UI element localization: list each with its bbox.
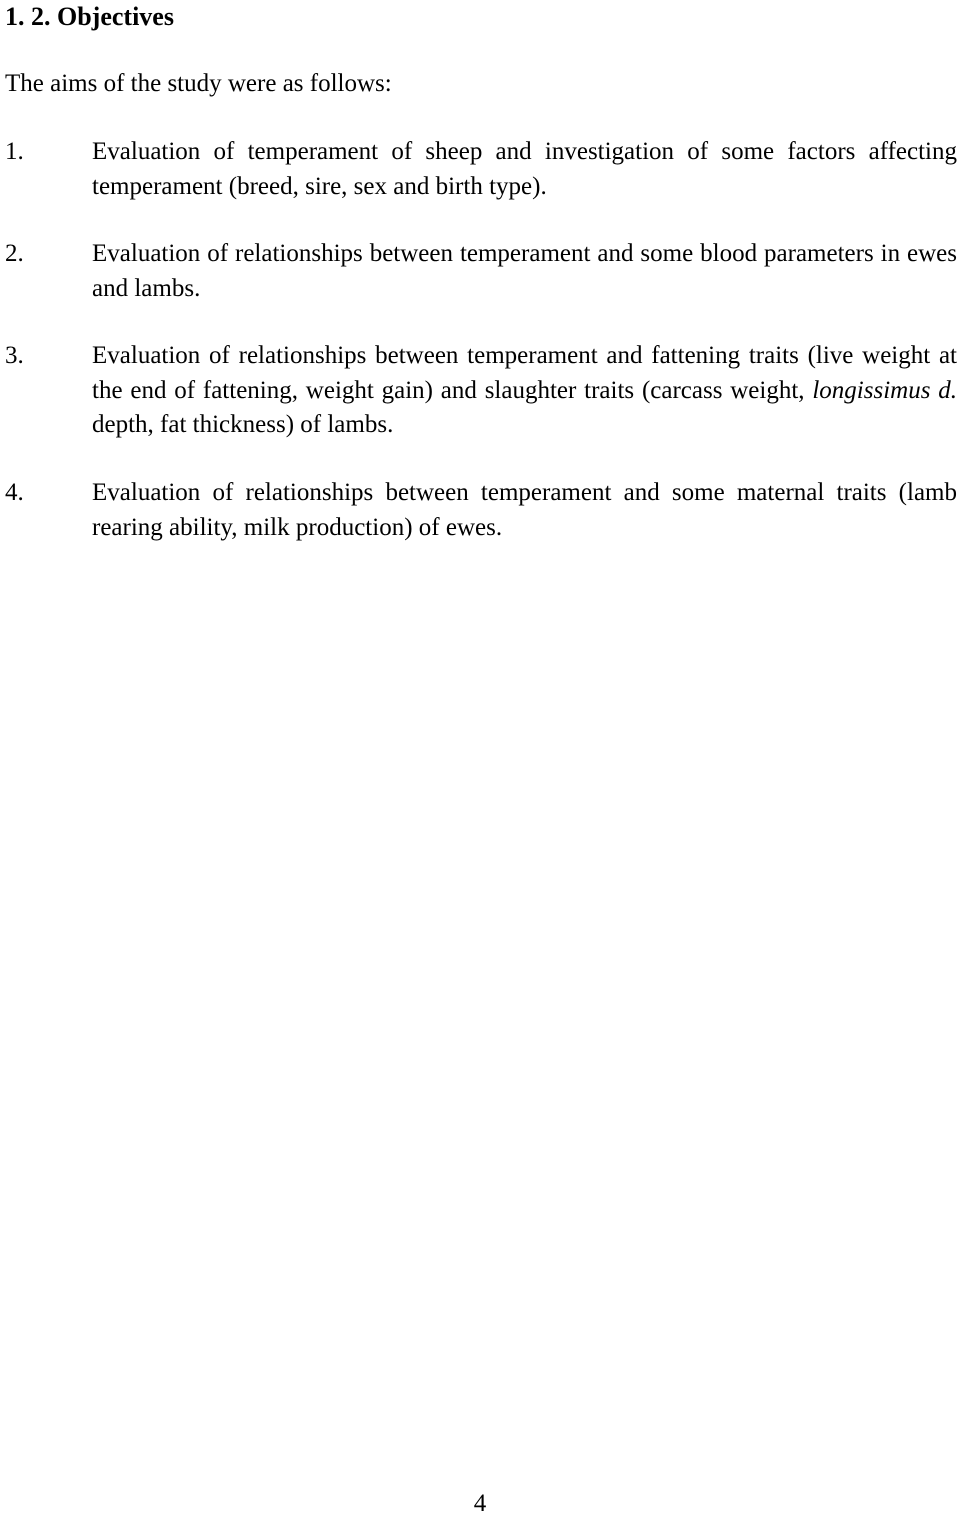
- objective-text: [92, 339, 957, 443]
- objective-number: 2.: [5, 240, 24, 267]
- objective-number: 3.: [5, 342, 24, 369]
- page-number: 4: [473, 1490, 487, 1517]
- objective-text-italic: longissimus d.: [812, 376, 957, 404]
- section-heading: 1. 2. Objectives: [5, 2, 174, 31]
- objective-text: Evaluation of relationships between temperament and some blood parameters in ewes and lambs.: [92, 240, 957, 302]
- intro-text: The aims of the study were as follows:: [5, 70, 392, 97]
- objective-text: Evaluation of relationships between temperament and some maternal traits (lamb rearing ability, milk production) of ewes.: [92, 479, 957, 541]
- objective-item: [5, 476, 957, 545]
- objective-text-part: Evaluation of relationships between temperament and fattening traits (live weight at the end of fattening, weight gain) and slaughter traits (carcass weight,: [92, 342, 957, 404]
- objective-item: [5, 237, 957, 306]
- objective-item: [5, 135, 957, 204]
- objective-number: 1.: [5, 138, 24, 165]
- objective-text-part: depth, fat thickness) of lambs.: [92, 411, 394, 438]
- objective-text: Evaluation of temperament of sheep and investigation of some factors affecting temperament (breed, sire, sex and birth type).: [92, 138, 957, 200]
- objective-item: [5, 339, 957, 443]
- objective-number: 4.: [5, 479, 24, 506]
